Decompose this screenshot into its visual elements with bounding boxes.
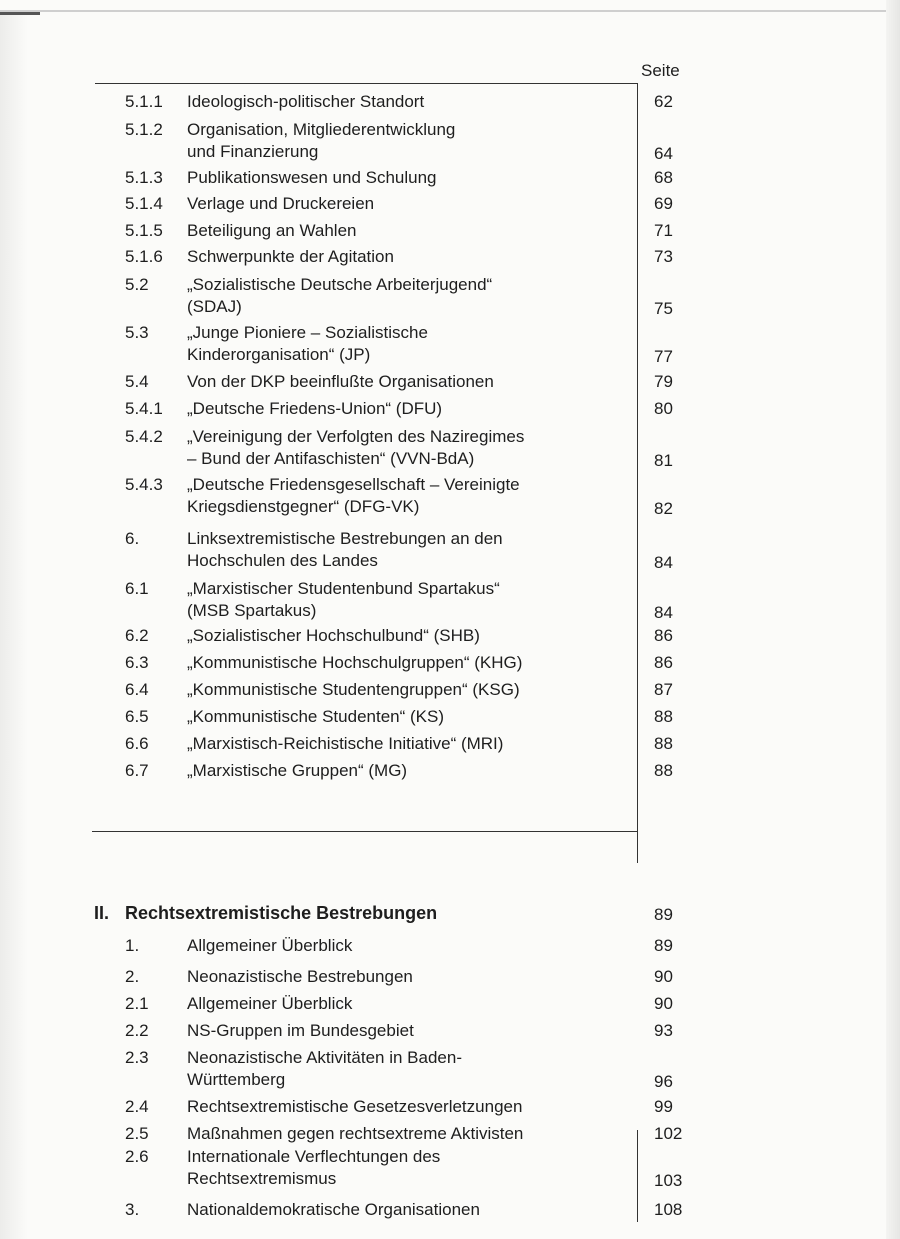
entry-title-line: Neonazistische Aktivitäten in Baden- (187, 1048, 462, 1067)
page-left-shadow (0, 15, 28, 1239)
entry-title (187, 119, 627, 163)
entry-title (187, 1123, 627, 1145)
section-number: II. (94, 903, 110, 923)
entry-title (187, 652, 627, 674)
entry-page: 86 (654, 653, 673, 672)
entry-page: 80 (654, 399, 673, 418)
entry-number: 5.3 (125, 323, 149, 342)
entry-page: 75 (654, 299, 673, 318)
entry-title-line: Beteiligung an Wahlen (187, 221, 357, 240)
entry-number: 2.4 (125, 1097, 149, 1116)
entry-title-line: Schwerpunkte der Agitation (187, 247, 394, 266)
entry-title-line: „Deutsche Friedensgesellschaft – Vereinigte (187, 475, 520, 494)
entry-number: 2.5 (125, 1124, 149, 1143)
entry-number: 5.1.4 (125, 194, 163, 213)
entry-number: 6.4 (125, 680, 149, 699)
entry-page: 90 (654, 967, 673, 986)
entry-number: 5.4 (125, 372, 149, 391)
entry-title (187, 935, 627, 957)
entry-title-line: – Bund der Antifaschisten“ (VVN-BdA) (187, 449, 475, 468)
entry-title (187, 246, 627, 268)
entry-title-line: (MSB Spartakus) (187, 601, 317, 620)
entry-number: 3. (125, 1200, 140, 1219)
entry-title-line: NS-Gruppen im Bundesgebiet (187, 1021, 414, 1040)
entry-title (187, 474, 627, 518)
entry-title-line: Organisation, Mitgliederentwicklung (187, 120, 456, 139)
entry-title (187, 966, 627, 988)
entry-number: 5.2 (125, 275, 149, 294)
entry-title-line: „Kommunistische Studentengruppen“ (KSG) (187, 680, 520, 699)
entry-page: 90 (654, 994, 673, 1013)
middle-horizontal-rule (92, 831, 638, 832)
entry-number: 2.3 (125, 1048, 149, 1067)
bottom-vertical-rule (637, 1130, 638, 1222)
entry-title-line: Kriegsdienstgegner“ (DFG-VK) (187, 497, 420, 516)
entry-title (187, 220, 627, 242)
entry-title (187, 1146, 627, 1190)
entry-title-line: Neonazistische Bestrebungen (187, 967, 413, 986)
entry-page: 79 (654, 372, 673, 391)
top-vertical-rule (637, 83, 638, 863)
entry-page: 64 (654, 144, 673, 163)
entry-title-line: (SDAJ) (187, 297, 242, 316)
page-column-header: Seite (641, 61, 680, 80)
entry-title (187, 625, 627, 647)
section-page: 89 (654, 905, 673, 924)
entry-page: 77 (654, 347, 673, 366)
entry-page: 93 (654, 1021, 673, 1040)
entry-page: 69 (654, 194, 673, 213)
entry-title (187, 193, 627, 215)
entry-page: 71 (654, 221, 673, 240)
entry-title (187, 426, 627, 470)
entry-title (187, 398, 627, 420)
entry-number: 5.1.2 (125, 120, 163, 139)
entry-page: 103 (654, 1171, 683, 1190)
entry-page: 96 (654, 1072, 673, 1091)
entry-title (187, 733, 627, 755)
entry-page: 87 (654, 680, 673, 699)
entry-title (187, 1199, 627, 1221)
entry-title-line: Hochschulen des Landes (187, 551, 378, 570)
entry-page: 86 (654, 626, 673, 645)
entry-number: 5.1.3 (125, 168, 163, 187)
entry-number: 2. (125, 967, 140, 986)
entry-title-line: Kinderorganisation“ (JP) (187, 345, 371, 364)
entry-number: 6.7 (125, 761, 149, 780)
entry-number: 2.2 (125, 1021, 149, 1040)
entry-number: 6.3 (125, 653, 149, 672)
entry-page: 88 (654, 761, 673, 780)
entry-number: 5.1.5 (125, 221, 163, 240)
entry-title-line: Internationale Verflechtungen des (187, 1147, 441, 1166)
entry-number: 5.1.1 (125, 92, 163, 111)
entry-title (187, 760, 627, 782)
entry-title (187, 679, 627, 701)
entry-title-line: „Sozialistische Deutsche Arbeiterjugend“ (187, 275, 493, 294)
section-title: Rechtsextremistische Bestrebungen (125, 903, 438, 923)
entry-title-line: Rechtsextremistische Gesetzesverletzungen (187, 1097, 523, 1116)
entry-number: 1. (125, 936, 140, 955)
entry-number: 2.1 (125, 994, 149, 1013)
entry-title-line: „Sozialistischer Hochschulbund“ (SHB) (187, 626, 480, 645)
entry-title (187, 528, 627, 572)
entry-title-line: Linksextremistische Bestrebungen an den (187, 529, 503, 548)
entry-page: 88 (654, 734, 673, 753)
entry-number: 6.1 (125, 579, 149, 598)
entry-title (187, 322, 627, 366)
entry-title-line: Allgemeiner Überblick (187, 994, 353, 1013)
entry-number: 5.4.2 (125, 427, 163, 446)
entry-title-line: Ideologisch-politischer Standort (187, 92, 425, 111)
entry-title-line: „Kommunistische Studenten“ (KS) (187, 707, 444, 726)
entry-title-line: Von der DKP beeinflußte Organisationen (187, 372, 494, 391)
entry-title-line: Verlage und Druckereien (187, 194, 375, 213)
entry-page: 62 (654, 92, 673, 111)
entry-page: 102 (654, 1124, 683, 1143)
entry-number: 5.1.6 (125, 247, 163, 266)
entry-title-line: und Finanzierung (187, 142, 319, 161)
entry-page: 84 (654, 603, 673, 622)
entry-page: 99 (654, 1097, 673, 1116)
entry-title-line: „Kommunistische Hochschulgruppen“ (KHG) (187, 653, 523, 672)
entry-page: 84 (654, 553, 673, 572)
entry-number: 6.2 (125, 626, 149, 645)
entry-title-line: „Deutsche Friedens-Union“ (DFU) (187, 399, 443, 418)
entry-title (187, 167, 627, 189)
entry-title-line: Württemberg (187, 1070, 286, 1089)
entry-page: 82 (654, 499, 673, 518)
entry-number: 5.4.1 (125, 399, 163, 418)
entry-number: 5.4.3 (125, 475, 163, 494)
entry-page: 88 (654, 707, 673, 726)
entry-title (187, 1096, 627, 1118)
page-right-shadow (886, 0, 900, 1239)
entry-title (187, 274, 627, 318)
top-edge-rule (0, 10, 886, 12)
top-edge-mark (0, 12, 40, 15)
entry-title (187, 91, 627, 113)
entry-title-line: Rechtsextremismus (187, 1169, 337, 1188)
entry-title-line: „Vereinigung der Verfolgten des Naziregimes (187, 427, 525, 446)
entry-page: 73 (654, 247, 673, 266)
entry-page: 108 (654, 1200, 683, 1219)
entry-title-line: Publikationswesen und Schulung (187, 168, 437, 187)
entry-title-line: „Junge Pioniere – Sozialistische (187, 323, 428, 342)
entry-title-line: Allgemeiner Überblick (187, 936, 353, 955)
entry-number: 6. (125, 529, 140, 548)
entry-page: 68 (654, 168, 673, 187)
entry-title (187, 1047, 627, 1091)
entry-title-line: „Marxistische Gruppen“ (MG) (187, 761, 408, 780)
entry-title (187, 993, 627, 1015)
entry-title (187, 578, 627, 622)
entry-title (187, 1020, 627, 1042)
entry-title (187, 706, 627, 728)
entry-number: 6.6 (125, 734, 149, 753)
entry-title-line: „Marxistisch-Reichistische Initiative“ (MRI) (187, 734, 504, 753)
entry-number: 6.5 (125, 707, 149, 726)
entry-page: 89 (654, 936, 673, 955)
top-horizontal-rule (95, 83, 638, 84)
entry-title-line: Maßnahmen gegen rechtsextreme Aktivisten (187, 1124, 524, 1143)
entry-title (187, 371, 627, 393)
entry-number: 2.6 (125, 1147, 149, 1166)
entry-page: 81 (654, 451, 673, 470)
entry-title-line: „Marxistischer Studentenbund Spartakus“ (187, 579, 500, 598)
entry-title-line: Nationaldemokratische Organisationen (187, 1200, 480, 1219)
